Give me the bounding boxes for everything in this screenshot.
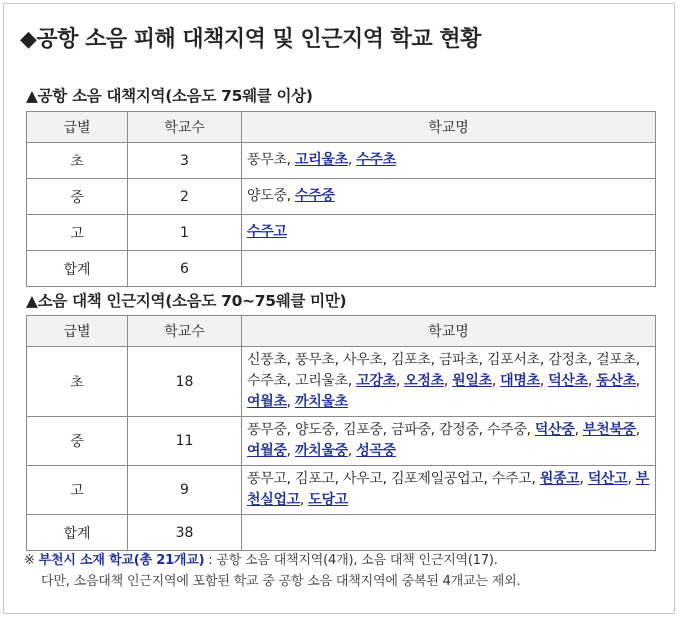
cell-grade: 합계 — [27, 515, 128, 551]
school-name: 김포서초 — [486, 352, 540, 368]
cell-count: 6 — [128, 251, 242, 287]
section2-table — [26, 315, 656, 551]
school-name: 김포제일공업고 — [390, 471, 484, 487]
cell-count: 18 — [128, 347, 242, 417]
school-link[interactable]: 수주초 — [356, 152, 396, 168]
school-name: 풍무고 — [247, 471, 287, 487]
school-link[interactable]: 오정초 — [404, 373, 444, 389]
school-name: 풍무초 — [247, 152, 287, 168]
header-count: 학교수 — [128, 316, 242, 347]
school-link[interactable]: 원종고 — [539, 471, 580, 487]
section1-body — [27, 143, 656, 287]
school-link[interactable]: 덕산고 — [587, 471, 628, 487]
school-name: 사우초 — [342, 352, 383, 368]
cell-schools: 풍무고, 김포고, 사우고, 김포제일공업고, 수주고, 원종고, 덕산고, 부천실업고, 도당고 — [242, 466, 656, 515]
table-row — [27, 251, 656, 287]
school-name: 수주중 — [486, 422, 527, 438]
header-grade: 급별 — [27, 112, 128, 143]
section2-header-row — [27, 316, 656, 347]
school-name: 풍무중 — [247, 422, 287, 438]
cell-count: 1 — [128, 215, 242, 251]
note-highlight: 부천시 소재 학교(총 21개교) — [38, 553, 205, 568]
table-row — [27, 417, 656, 466]
school-link[interactable]: 여월초 — [247, 394, 287, 410]
section2-body — [27, 347, 656, 551]
cell-schools: 풍무초, 고리울초, 수주초 — [242, 143, 656, 179]
school-name: 풍무초 — [294, 352, 335, 368]
school-link[interactable]: 덕산중 — [534, 422, 575, 438]
school-name: 금파초 — [438, 352, 479, 368]
school-link[interactable]: 덕산초 — [548, 373, 588, 389]
school-link[interactable]: 원일초 — [452, 373, 492, 389]
school-link[interactable]: 고리울초 — [294, 152, 348, 168]
school-link[interactable]: 성곡중 — [356, 443, 396, 459]
school-link[interactable]: 도당고 — [308, 492, 348, 508]
footnote — [24, 550, 520, 592]
school-link[interactable]: 부천북중 — [582, 422, 636, 438]
school-name: 걸포초 — [596, 352, 636, 368]
school-name: 수주초 — [247, 373, 287, 389]
school-name: 양도중 — [294, 422, 335, 438]
school-name: 감정중 — [438, 422, 479, 438]
cell-grade: 초 — [27, 347, 128, 417]
school-link[interactable]: 수주고 — [247, 224, 287, 240]
note-line1: : 공항 소음 대책지역(4개), 소음 대책 인근지역(17). — [204, 553, 498, 568]
school-name: 고리울초 — [294, 373, 348, 389]
table-row — [27, 466, 656, 515]
school-name: 김포초 — [390, 352, 431, 368]
school-name: 양도중 — [247, 188, 287, 204]
header-count: 학교수 — [128, 112, 242, 143]
cell-schools — [242, 251, 656, 287]
table-row — [27, 515, 656, 551]
table-row — [27, 215, 656, 251]
section2-heading: ▲소음 대책 인근지역(소음도 70~75웨클 미만) — [26, 292, 347, 310]
table-row — [27, 347, 656, 417]
section1-table — [26, 111, 656, 287]
header-grade: 급별 — [27, 316, 128, 347]
note-mark: ※ — [24, 553, 35, 568]
cell-schools: 양도중, 수주중 — [242, 179, 656, 215]
cell-grade: 중 — [27, 179, 128, 215]
school-name: 사우고 — [342, 471, 383, 487]
cell-grade: 고 — [27, 215, 128, 251]
school-name: 김포중 — [342, 422, 383, 438]
cell-schools — [242, 215, 656, 251]
cell-grade: 초 — [27, 143, 128, 179]
cell-count: 3 — [128, 143, 242, 179]
cell-schools — [242, 515, 656, 551]
school-name: 신풍초 — [247, 352, 287, 368]
school-link[interactable]: 고강초 — [356, 373, 396, 389]
cell-schools: 풍무중, 양도중, 김포중, 금파중, 감정중, 수주중, 덕산중, 부천북중, 여월중, 까치울중, 성곡중 — [242, 417, 656, 466]
cell-count: 9 — [128, 466, 242, 515]
page-title: ◆공항 소음 피해 대책지역 및 인근지역 학교 현황 — [20, 27, 481, 52]
table-row — [27, 179, 656, 215]
cell-schools: 신풍초, 풍무초, 사우초, 김포초, 금파초, 김포서초, 감정초, 걸포초, 수주초, 고리울초, 고강초, 오정초, 원일초, 대명초, 덕산초, 동산초, 여월초, 까치울초 — [242, 347, 656, 417]
cell-count: 2 — [128, 179, 242, 215]
cell-count: 38 — [128, 515, 242, 551]
school-link[interactable]: 대명초 — [500, 373, 540, 389]
header-schools: 학교명 — [242, 112, 656, 143]
header-schools: 학교명 — [242, 316, 656, 347]
school-link[interactable]: 까치울초 — [294, 394, 348, 410]
school-link[interactable]: 까치울중 — [294, 443, 348, 459]
cell-count: 11 — [128, 417, 242, 466]
school-link[interactable]: 부천실업고 — [247, 471, 650, 508]
note-line2: 다만, 소음대책 인근지역에 포함된 학교 중 공항 소음 대책지역에 중복된 4개교는 제외. — [41, 574, 521, 589]
school-name: 감정초 — [548, 352, 588, 368]
cell-grade: 중 — [27, 417, 128, 466]
cell-grade: 고 — [27, 466, 128, 515]
school-name: 김포고 — [294, 471, 335, 487]
section1-heading: ▲공항 소음 대책지역(소음도 75웨클 이상) — [26, 87, 313, 105]
school-name: 수주고 — [491, 471, 532, 487]
section1-header-row — [27, 112, 656, 143]
cell-grade: 합계 — [27, 251, 128, 287]
school-name: 금파중 — [390, 422, 431, 438]
school-link[interactable]: 수주중 — [294, 188, 335, 204]
table-row — [27, 143, 656, 179]
school-link[interactable]: 여월중 — [247, 443, 287, 459]
school-link[interactable]: 동산초 — [596, 373, 636, 389]
